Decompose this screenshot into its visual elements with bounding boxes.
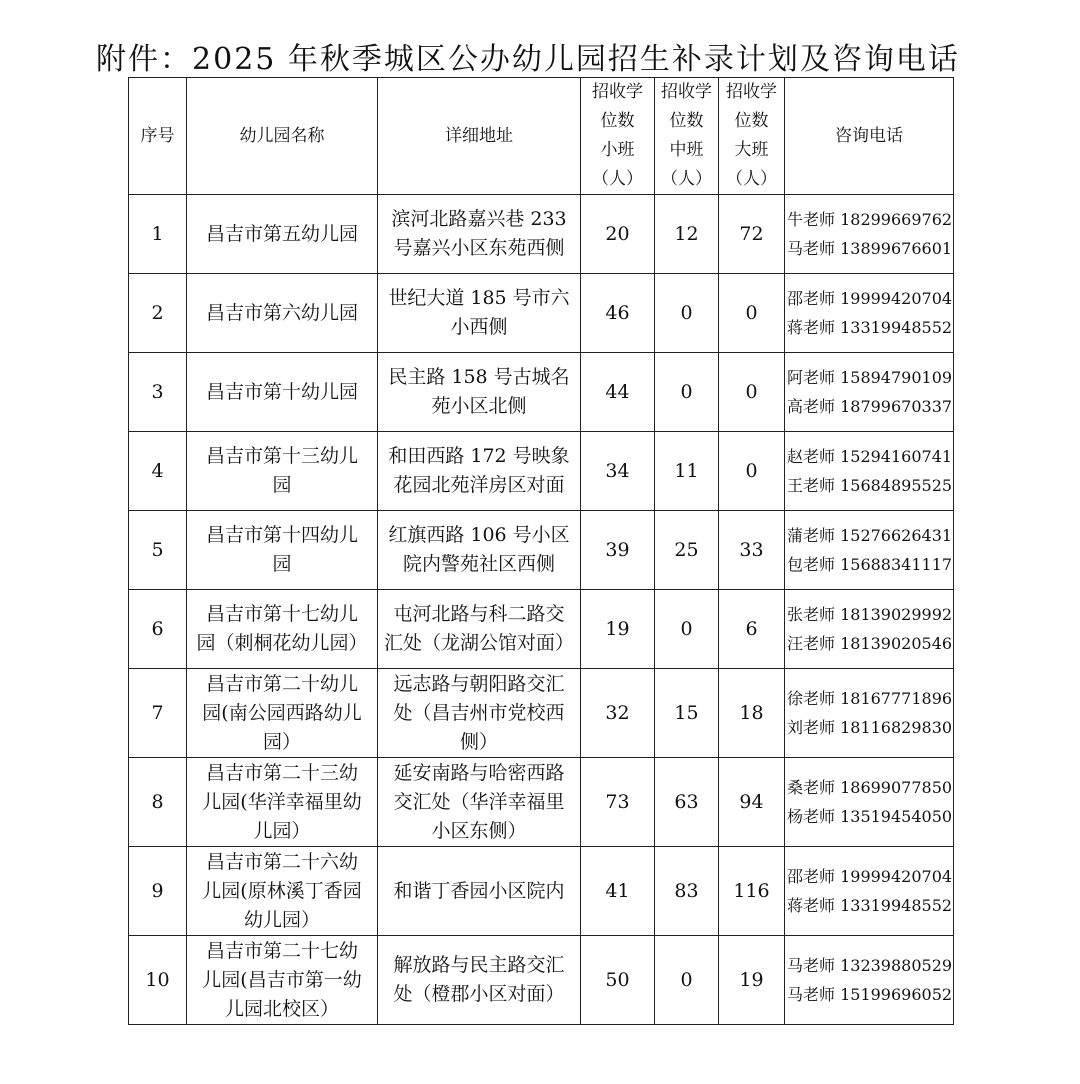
- kindergarten-name: [187, 590, 378, 669]
- table-row: [129, 758, 954, 847]
- header-line: （人）: [592, 169, 643, 189]
- contact-phones-line: 邵老师 19999420704: [787, 867, 953, 886]
- middle-class-seats: 0: [655, 590, 719, 669]
- kindergarten-address-line: 世纪大道 185 号市六: [388, 287, 570, 309]
- header-address: 详细地址: [378, 78, 581, 195]
- contact-phones-line: 徐老师 18167771896: [787, 689, 953, 708]
- middle-class-seats: 0: [655, 936, 719, 1025]
- large-class-seats: 18: [719, 669, 785, 758]
- contact-phones-line: 马老师 15199696052: [787, 985, 953, 1004]
- contact-phones: [785, 432, 954, 511]
- contact-phones-line: 马老师 13239880529: [787, 956, 953, 975]
- kindergarten-name-line: 儿园(昌吉市第一幼: [202, 968, 362, 991]
- table-row: [129, 590, 954, 669]
- kindergarten-name-line: 昌吉市第二十六幼: [205, 850, 358, 873]
- header-small-class: [581, 78, 655, 195]
- table-row: [129, 936, 954, 1025]
- kindergarten-name-line: 儿园）: [253, 819, 311, 842]
- kindergarten-address-line: 号嘉兴小区东苑西侧: [393, 237, 565, 259]
- kindergarten-name: [187, 432, 378, 511]
- kindergarten-name-line: 园: [272, 474, 292, 496]
- kindergarten-name-line: 昌吉市第十幼儿园: [205, 380, 358, 403]
- contact-phones-line: 蒲老师 15276626431: [787, 526, 953, 545]
- kindergarten-name-line: 儿园(华洋幸福里幼: [202, 790, 362, 813]
- kindergarten-name-line: 昌吉市第二十幼儿: [205, 672, 358, 695]
- header-line: 位数: [669, 111, 704, 131]
- header-phone: 咨询电话: [785, 78, 954, 195]
- kindergarten-name-line: 昌吉市第十七幼儿: [205, 603, 358, 625]
- header-row: [129, 78, 954, 195]
- kindergarten-name-line: 园（刺桐花幼儿园）: [196, 632, 368, 654]
- large-class-seats: 0: [719, 274, 785, 353]
- large-class-seats: 116: [719, 847, 785, 936]
- table-row: [129, 847, 954, 936]
- contact-phones: [785, 758, 954, 847]
- table-row: [129, 353, 954, 432]
- middle-class-seats: 83: [655, 847, 719, 936]
- middle-class-seats: 12: [655, 195, 719, 274]
- kindergarten-address: [378, 353, 581, 432]
- large-class-seats: 72: [719, 195, 785, 274]
- middle-class-seats: 11: [655, 432, 719, 511]
- contact-phones: [785, 590, 954, 669]
- header-line: 招收学: [726, 82, 777, 102]
- small-class-seats: 46: [581, 274, 655, 353]
- row-index: 9: [129, 847, 187, 936]
- table-row: [129, 669, 954, 758]
- kindergarten-name-line: 幼儿园）: [243, 908, 320, 931]
- contact-phones-line: 桑老师 18699077850: [787, 778, 953, 797]
- row-index: 4: [129, 432, 187, 511]
- kindergarten-address-line: 红旗西路 106 号小区: [388, 524, 570, 546]
- kindergarten-name-line: 昌吉市第五幼儿园: [205, 222, 358, 245]
- kindergarten-name: [187, 511, 378, 590]
- kindergarten-name-line: 园(南公园西路幼儿: [202, 701, 362, 724]
- kindergarten-name-line: 儿园北校区）: [224, 997, 339, 1020]
- kindergarten-name-line: 昌吉市第二十七幼: [205, 939, 358, 962]
- contact-phones-line: 赵老师 15294160741: [787, 447, 953, 466]
- table-body: [129, 195, 954, 1025]
- small-class-seats: 73: [581, 758, 655, 847]
- small-class-seats: 41: [581, 847, 655, 936]
- contact-phones: [785, 936, 954, 1025]
- kindergarten-name: [187, 669, 378, 758]
- small-class-seats: 44: [581, 353, 655, 432]
- kindergarten-address: [378, 936, 581, 1025]
- table-row: [129, 432, 954, 511]
- contact-phones-line: 张老师 18139029992: [787, 605, 953, 624]
- large-class-seats: 19: [719, 936, 785, 1025]
- header-large-class: [719, 78, 785, 195]
- kindergarten-address: [378, 758, 581, 847]
- contact-phones: [785, 274, 954, 353]
- kindergarten-name: [187, 936, 378, 1025]
- kindergarten-address-line: 侧）: [459, 730, 498, 753]
- kindergarten-address-line: 小区东侧）: [431, 819, 527, 842]
- kindergarten-name-line: 昌吉市第十三幼儿: [205, 445, 358, 467]
- header-line: 招收学: [661, 82, 712, 102]
- kindergarten-address: [378, 274, 581, 353]
- kindergarten-name-line: 昌吉市第二十三幼: [205, 761, 358, 784]
- header-line: 位数: [734, 111, 769, 131]
- document-title: 附件：2025 年秋季城区公办幼儿园招生补录计划及咨询电话: [96, 42, 960, 77]
- row-index: 5: [129, 511, 187, 590]
- small-class-seats: 39: [581, 511, 655, 590]
- header-line: 大班: [734, 140, 769, 160]
- row-index: 2: [129, 274, 187, 353]
- kindergarten-address-line: 苑小区北侧: [431, 395, 527, 417]
- kindergarten-name-line: 昌吉市第十四幼儿: [205, 524, 358, 546]
- contact-phones: [785, 669, 954, 758]
- row-index: 1: [129, 195, 187, 274]
- row-index: 10: [129, 936, 187, 1025]
- header-middle-class: [655, 78, 719, 195]
- kindergarten-name-line: 儿园(原林溪丁香园: [202, 879, 362, 902]
- kindergarten-address-line: 民主路 158 号古城名: [388, 366, 570, 388]
- contact-phones: [785, 195, 954, 274]
- kindergarten-address: [378, 590, 581, 669]
- table-row: [129, 274, 954, 353]
- header-line: 中班: [669, 140, 704, 160]
- header-line: 位数: [600, 111, 635, 131]
- kindergarten-address-line: 和田西路 172 号映象: [388, 445, 570, 467]
- kindergarten-address-line: 延安南路与哈密西路: [393, 761, 565, 784]
- contact-phones: [785, 511, 954, 590]
- header-line: 小班: [600, 140, 635, 160]
- header-index: 序号: [129, 78, 187, 195]
- middle-class-seats: 25: [655, 511, 719, 590]
- middle-class-seats: 0: [655, 353, 719, 432]
- kindergarten-address-line: 院内警苑社区西侧: [402, 553, 555, 575]
- header-name: 幼儿园名称: [187, 78, 378, 195]
- large-class-seats: 94: [719, 758, 785, 847]
- kindergarten-address: [378, 432, 581, 511]
- small-class-seats: 20: [581, 195, 655, 274]
- kindergarten-address-line: 远志路与朝阳路交汇: [393, 672, 565, 695]
- kindergarten-address-line: 解放路与民主路交汇: [393, 954, 565, 976]
- header-line: （人）: [726, 169, 777, 189]
- kindergarten-name: [187, 274, 378, 353]
- large-class-seats: 0: [719, 432, 785, 511]
- kindergarten-name: [187, 195, 378, 274]
- kindergarten-address-line: 交汇处（华洋幸福里: [393, 790, 565, 813]
- contact-phones-line: 刘老师 18116829830: [787, 718, 953, 737]
- header-line: （人）: [661, 169, 712, 189]
- contact-phones-line: 牛老师 18299669762: [787, 210, 953, 229]
- row-index: 7: [129, 669, 187, 758]
- enrollment-table: [128, 77, 954, 1025]
- kindergarten-address-line: 小西侧: [450, 316, 508, 338]
- kindergarten-name-line: 园）: [262, 730, 301, 753]
- large-class-seats: 6: [719, 590, 785, 669]
- contact-phones-line: 马老师 13899676601: [787, 239, 953, 258]
- header-line: 招收学: [592, 82, 643, 102]
- kindergarten-address: [378, 669, 581, 758]
- contact-phones-line: 阿老师 15894790109: [787, 368, 953, 387]
- kindergarten-address-line: 处（昌吉州市党校西: [393, 701, 565, 724]
- middle-class-seats: 0: [655, 274, 719, 353]
- contact-phones-line: 杨老师 13519454050: [787, 807, 953, 826]
- kindergarten-address-line: 屯河北路与科二路交: [393, 603, 565, 625]
- middle-class-seats: 63: [655, 758, 719, 847]
- row-index: 3: [129, 353, 187, 432]
- kindergarten-address-line: 滨河北路嘉兴巷 233: [391, 208, 567, 230]
- table-row: [129, 195, 954, 274]
- contact-phones: [785, 353, 954, 432]
- kindergarten-address-line: 汇处（龙湖公馆对面）: [383, 632, 574, 654]
- kindergarten-name: [187, 758, 378, 847]
- kindergarten-name-line: 园: [272, 553, 292, 575]
- kindergarten-address: [378, 195, 581, 274]
- row-index: 8: [129, 758, 187, 847]
- row-index: 6: [129, 590, 187, 669]
- contact-phones-line: 蒋老师 13319948552: [787, 318, 953, 337]
- contact-phones-line: 邵老师 19999420704: [787, 289, 953, 308]
- kindergarten-name: [187, 847, 378, 936]
- kindergarten-address: [378, 511, 581, 590]
- kindergarten-name-line: 昌吉市第六幼儿园: [205, 301, 358, 324]
- small-class-seats: 19: [581, 590, 655, 669]
- large-class-seats: 33: [719, 511, 785, 590]
- contact-phones-line: 汪老师 18139020546: [787, 634, 953, 653]
- large-class-seats: 0: [719, 353, 785, 432]
- contact-phones-line: 高老师 18799670337: [787, 397, 953, 416]
- contact-phones-line: 王老师 15684895525: [787, 476, 953, 495]
- small-class-seats: 32: [581, 669, 655, 758]
- kindergarten-address: [378, 847, 581, 936]
- contact-phones-line: 蒋老师 13319948552: [787, 896, 953, 915]
- kindergarten-address-line: 和谐丁香园小区院内: [393, 879, 565, 902]
- small-class-seats: 50: [581, 936, 655, 1025]
- kindergarten-address-line: 处（橙郡小区对面）: [393, 983, 565, 1005]
- small-class-seats: 34: [581, 432, 655, 511]
- kindergarten-name: [187, 353, 378, 432]
- kindergarten-address-line: 花园北苑洋房区对面: [393, 474, 565, 496]
- middle-class-seats: 15: [655, 669, 719, 758]
- table-row: [129, 511, 954, 590]
- contact-phones: [785, 847, 954, 936]
- contact-phones-line: 包老师 15688341117: [787, 555, 953, 574]
